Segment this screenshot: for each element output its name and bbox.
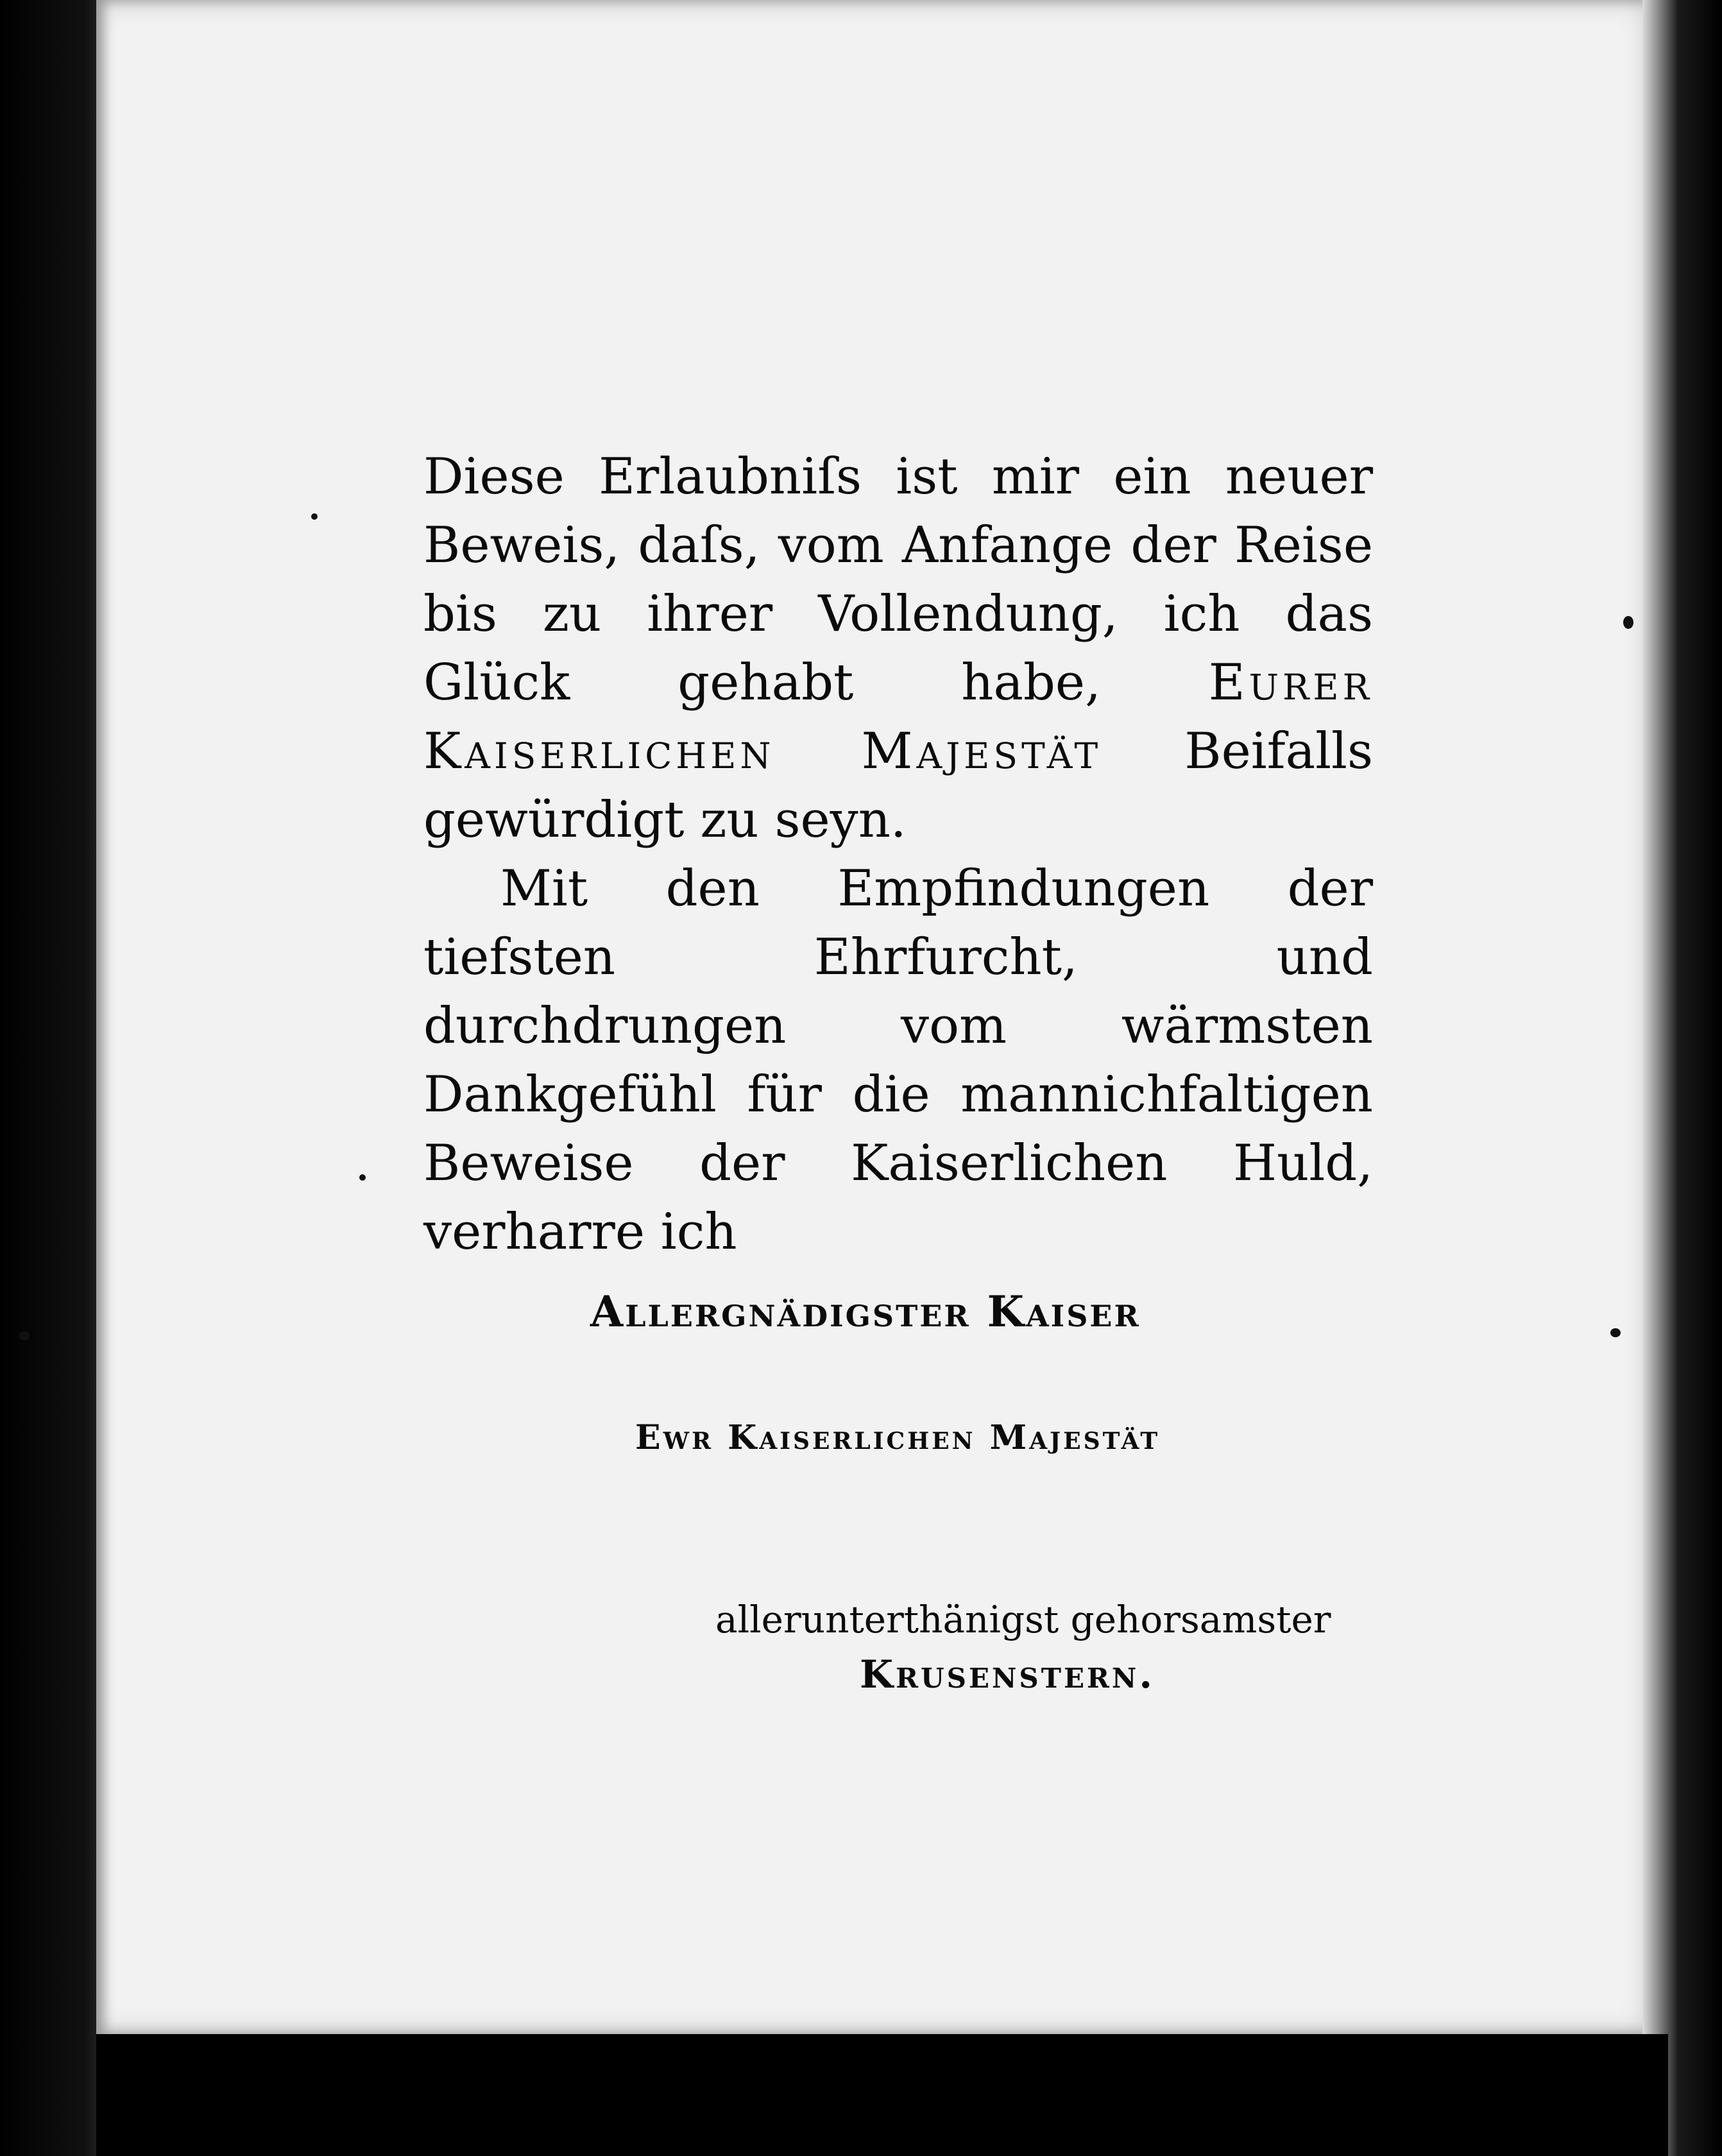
page-bottom-shadow xyxy=(96,2034,1668,2156)
body-text xyxy=(423,443,1373,1267)
print-speck xyxy=(359,1174,366,1181)
print-speck xyxy=(1610,1328,1621,1337)
salutation: Allergnädigster Kaiser xyxy=(590,1287,1141,1337)
signature: Krusenstern. xyxy=(860,1652,1155,1697)
paragraph-1-text-b: Beifalls gewürdigt zu seyn. xyxy=(423,723,1373,849)
paragraph-2-text: Mit den Empfindungen der tiefsten Ehrfurcht, und durchdrungen vom wärmsten Dankgefühl für die mannichfaltigen Beweise der Kaiserlichen Huld, verharre ich xyxy=(423,860,1373,1261)
paragraph-1-small-caps: Eurer Kaiserlichen Majestät xyxy=(423,654,1373,780)
paragraph-1 xyxy=(423,443,1373,855)
closing-line: allerunterthänigst gehorsamster xyxy=(715,1598,1331,1641)
print-speck xyxy=(311,513,318,520)
paragraph-2 xyxy=(423,855,1373,1267)
address-line: Ewr Kaiserlichen Majestät xyxy=(635,1418,1161,1457)
paragraph-1-text-a: Diese Erlaubniſs ist mir ein neuer Beweis, daſs, vom Anfange der Reise bis zu ihrer Vollendung, ich das Glück gehabt habe, xyxy=(423,448,1373,712)
page-edge xyxy=(1642,0,1722,2156)
print-speck xyxy=(19,1331,30,1340)
print-speck xyxy=(1623,616,1633,629)
